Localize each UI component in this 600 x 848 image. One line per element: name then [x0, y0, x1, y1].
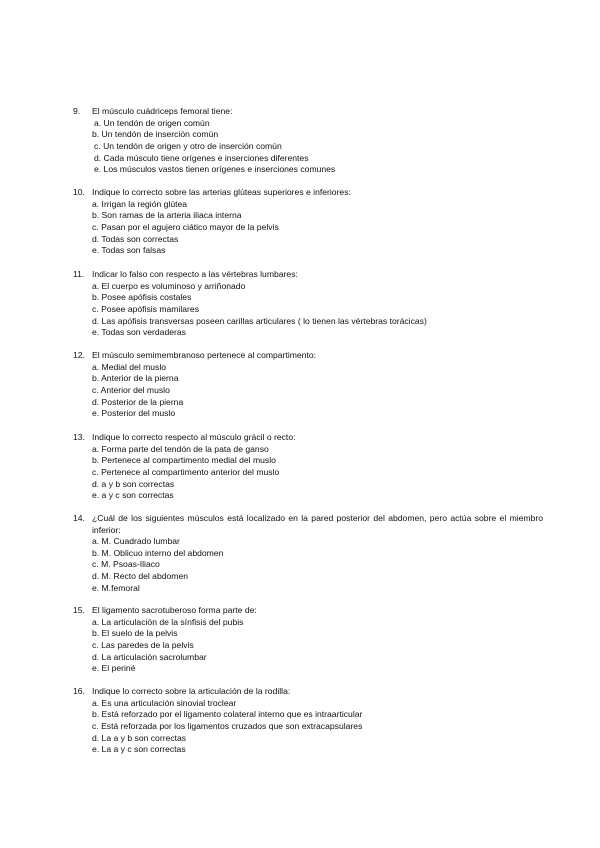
option-e: e. La a y c son correctas [92, 744, 186, 755]
option-c: c. Un tendón de origen y otro de inserción común [94, 140, 282, 151]
option-a: a. La articulación de la sínfisis del pubis [92, 616, 244, 627]
question-number: 15. [73, 605, 85, 615]
question-14 [73, 513, 543, 595]
option-d: d. La articulación sacrolumbar [92, 651, 207, 662]
option-b: b. Posee apófisis costales [92, 292, 192, 303]
question-stem [73, 513, 543, 536]
option-e: e. Todas son falsas [92, 245, 166, 256]
question-number: 12. [73, 350, 85, 360]
option-d: d. Posterior de la pierna [92, 396, 184, 407]
options-list [73, 362, 543, 421]
question-text: El músculo semimembranoso pertenece al compartimento: [92, 350, 317, 360]
option-e: e. El periné [92, 663, 136, 674]
option-a: a. Es una articulación sinovial troclear [92, 697, 237, 708]
option-e: e. Los músculos vastos tienen orígenes e inserciones comunes [94, 164, 336, 175]
question-text: Indique lo correcto sobre las arterias glúteas superiores e inferiores: [92, 187, 351, 197]
option-b: b. Está reforzado por el ligamento colateral interno que es intraarticular [92, 709, 363, 720]
option-a: a. El cuerpo es voluminoso y arriñonado [92, 280, 246, 291]
question-15 [73, 605, 543, 675]
question-13 [73, 432, 543, 502]
options-list [73, 617, 543, 676]
option-d: d. Cada músculo tiene orígenes e inserciones diferentes [94, 152, 309, 163]
option-d: d. La a y b son correctas [92, 732, 187, 743]
option-c: c. Pasan por el agujero ciático mayor de la pelvis [92, 221, 279, 232]
option-a: a. Irrigan la región glútea [92, 198, 188, 209]
option-d: d. Todas son correctas [92, 233, 179, 244]
option-c: c. Pertenece al compartimento anterior del muslo [92, 466, 280, 477]
option-d: d. Las apófisis transversas poseen carillas articulares ( lo tienen las vértebras torácicas) [92, 315, 427, 326]
option-e: e. M.femoral [92, 582, 140, 593]
question-10 [73, 187, 543, 257]
question-stem [73, 605, 543, 617]
question-text: Indicar lo falso con respecto a las vértebras lumbares: [92, 269, 298, 279]
question-text: El músculo cuádriceps femoral tiene: [92, 106, 233, 116]
question-number: 10. [73, 187, 85, 197]
question-number: 14. [73, 513, 85, 523]
option-e: e. a y c son correctas [92, 490, 174, 501]
option-c: c. Las paredes de la pelvis [92, 639, 194, 650]
question-stem [73, 106, 543, 118]
options-list [73, 536, 543, 595]
option-d: d. a y b son correctas [92, 478, 175, 489]
question-11 [73, 269, 543, 339]
question-stem [73, 686, 543, 698]
question-number: 16. [73, 686, 85, 696]
option-e: e. Todas son verdaderas [92, 327, 186, 338]
question-stem [73, 269, 543, 281]
question-number: 9. [73, 106, 81, 116]
option-b: b. M. Oblicuo interno del abdomen [92, 547, 224, 558]
options-list [73, 118, 543, 177]
question-text: Indique lo correcto respecto al músculo grácil o recto: [92, 432, 296, 442]
option-a: a. Un tendón de origen común [94, 117, 210, 128]
option-b: b. Anterior de la pierna [92, 373, 179, 384]
option-d: d. M. Recto del abdomen [92, 571, 189, 582]
question-9 [73, 106, 543, 176]
option-b: b. Pertenece al compartimento medial del muslo [92, 455, 276, 466]
option-e: e. Posterior del muslo [92, 408, 176, 419]
question-text: Indique lo correcto sobre la articulación de la rodilla: [92, 686, 291, 696]
question-stem [73, 432, 543, 444]
options-list [73, 698, 543, 757]
option-a: a. Forma parte del tendón de la pata de ganso [92, 443, 269, 454]
option-b: b. Son ramas de la arteria iliaca interna [92, 210, 242, 221]
question-number: 13. [73, 432, 85, 442]
option-c: c. Anterior del muslo [92, 384, 170, 395]
option-c: c. M. Psoas-Iliaco [92, 559, 160, 570]
option-c: c. Está reforzada por los ligamentos cruzados que son extracapsulares [92, 720, 363, 731]
question-text: El ligamento sacrotuberoso forma parte de: [92, 605, 257, 615]
option-a: a. M. Cuadrado lumbar [92, 536, 180, 546]
question-stem [73, 187, 543, 199]
option-b: b. Un tendón de inserción común [92, 129, 219, 140]
question-16 [73, 686, 543, 756]
options-list [73, 281, 543, 340]
question-12 [73, 350, 543, 420]
option-b: b. El suelo de la pelvis [92, 628, 178, 639]
question-text: ¿Cuál de los siguientes músculos está localizado en la pared posterior del abdomen, pero actúa sobre el miembro inferior: [92, 513, 543, 535]
options-list [73, 444, 543, 503]
question-number: 11. [73, 269, 85, 279]
option-c: c. Posee apófisis mamilares [92, 303, 199, 314]
options-list [73, 199, 543, 258]
option-a: a. Medial del muslo [92, 361, 167, 372]
question-stem [73, 350, 543, 362]
